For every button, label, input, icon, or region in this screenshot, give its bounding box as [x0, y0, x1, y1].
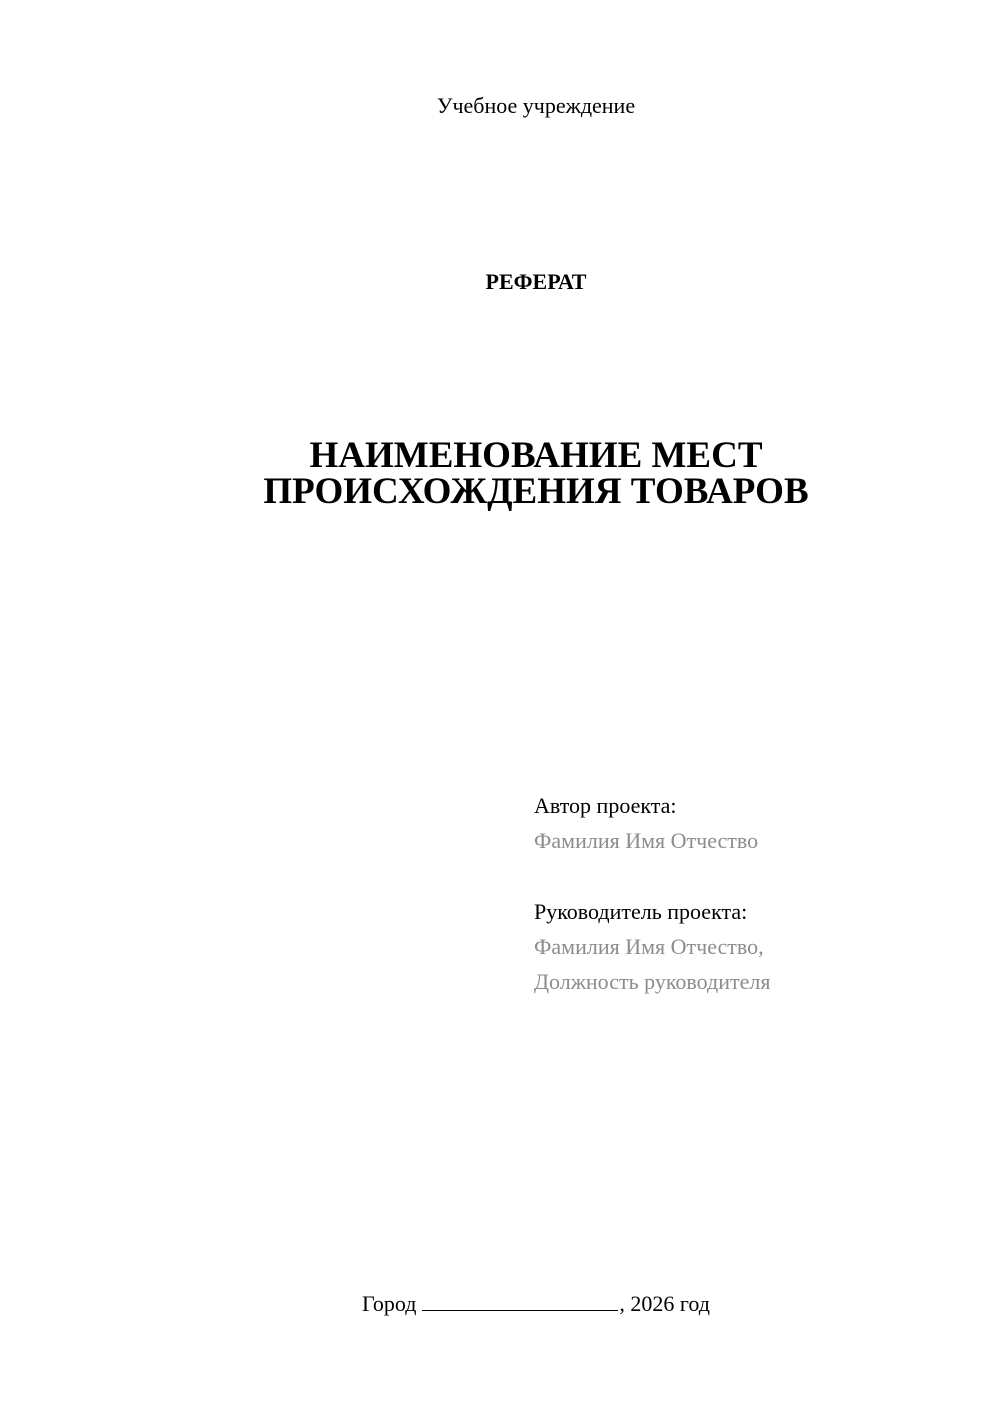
- credits-spacer: [534, 858, 974, 894]
- document-type-label: РЕФЕРАТ: [485, 269, 587, 294]
- year-text: , 2026 год: [619, 1291, 710, 1316]
- city-blank-underline: [422, 1292, 618, 1311]
- supervisor-name: Фамилия Имя Отчество,: [534, 934, 764, 959]
- credits-block: [534, 788, 974, 999]
- author-name: Фамилия Имя Отчество: [534, 828, 759, 853]
- document-title: [0, 435, 1000, 512]
- document-title-line-2: ПРОИСХОЖДЕНИЯ ТОВАРОВ: [263, 471, 809, 512]
- author-label: Автор проекта:: [534, 793, 677, 818]
- institution-name: Учебное учреждение: [436, 93, 636, 118]
- supervisor-label: Руководитель проекта:: [534, 899, 748, 924]
- supervisor-position: Должность руководителя: [534, 969, 771, 994]
- city-year-line: [0, 1290, 1000, 1318]
- document-title-line-1: НАИМЕНОВАНИЕ МЕСТ: [309, 435, 763, 476]
- city-label: Город: [362, 1291, 417, 1316]
